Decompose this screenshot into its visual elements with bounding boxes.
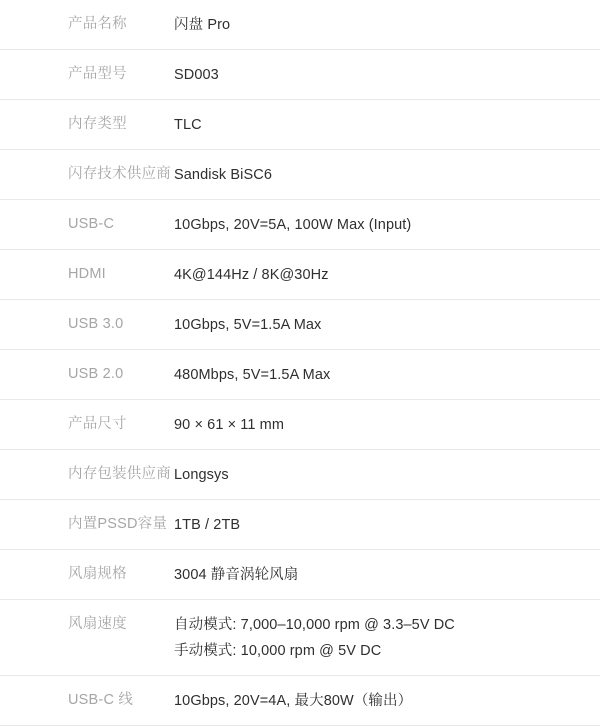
table-row — [0, 400, 600, 450]
spec-label: USB-C 线 — [68, 692, 134, 708]
spec-value-line: 480Mbps, 5V=1.5A Max — [174, 367, 331, 383]
spec-value-line: TLC — [174, 117, 202, 133]
spec-value — [174, 100, 600, 149]
spec-label: USB 2.0 — [68, 366, 124, 382]
spec-value — [174, 500, 600, 549]
spec-label: 内存类型 — [68, 116, 127, 132]
table-row — [0, 300, 600, 350]
spec-value-line: 10Gbps, 20V=4A, 最大80W（输出） — [174, 693, 413, 709]
spec-value — [174, 50, 600, 99]
spec-label: USB 3.0 — [68, 316, 124, 332]
spec-label: HDMI — [68, 266, 106, 282]
spec-label: 风扇规格 — [68, 566, 127, 582]
table-row — [0, 600, 600, 676]
spec-value-line: Sandisk BiSC6 — [174, 167, 273, 183]
spec-value — [174, 676, 600, 725]
spec-label: USB-C — [68, 216, 115, 232]
spec-value-line: 10Gbps, 20V=5A, 100W Max (Input) — [174, 217, 412, 233]
spec-value — [174, 200, 600, 249]
spec-value — [174, 150, 600, 199]
spec-value-line: 4K@144Hz / 8K@30Hz — [174, 267, 329, 283]
spec-label: 产品名称 — [68, 16, 127, 32]
spec-value — [174, 250, 600, 299]
table-row — [0, 676, 600, 726]
table-row — [0, 0, 600, 50]
spec-value-line: 10Gbps, 5V=1.5A Max — [174, 317, 322, 333]
spec-value — [174, 350, 600, 399]
table-row — [0, 500, 600, 550]
spec-value — [174, 400, 600, 449]
table-row — [0, 450, 600, 500]
spec-label: 产品尺寸 — [68, 416, 127, 432]
spec-value — [174, 300, 600, 349]
table-row — [0, 350, 600, 400]
spec-label: 内置PSSD容量 — [68, 516, 168, 532]
table-row — [0, 100, 600, 150]
spec-value — [174, 0, 600, 49]
spec-label: 风扇速度 — [68, 616, 127, 632]
spec-value — [174, 450, 600, 499]
spec-value — [174, 600, 600, 675]
spec-label: 产品型号 — [68, 66, 127, 82]
spec-label: 内存包装供应商 — [68, 466, 171, 482]
spec-value-line: SD003 — [174, 67, 219, 83]
table-row — [0, 250, 600, 300]
spec-value-line: 1TB / 2TB — [174, 517, 241, 533]
table-row — [0, 200, 600, 250]
table-row — [0, 550, 600, 600]
spec-value-line: 90 × 61 × 11 mm — [174, 417, 285, 433]
spec-value-line: 手动模式: 10,000 rpm @ 5V DC — [174, 643, 382, 659]
spec-value-line: 自动模式: 7,000–10,000 rpm @ 3.3–5V DC — [174, 617, 455, 633]
spec-value — [174, 550, 600, 599]
table-row — [0, 50, 600, 100]
spec-value-line: Longsys — [174, 467, 229, 483]
spec-value-line: 3004 静音涡轮风扇 — [174, 567, 299, 583]
spec-label: 闪存技术供应商 — [68, 166, 171, 182]
table-row — [0, 150, 600, 200]
spec-value-line: 闪盘 Pro — [174, 17, 231, 33]
